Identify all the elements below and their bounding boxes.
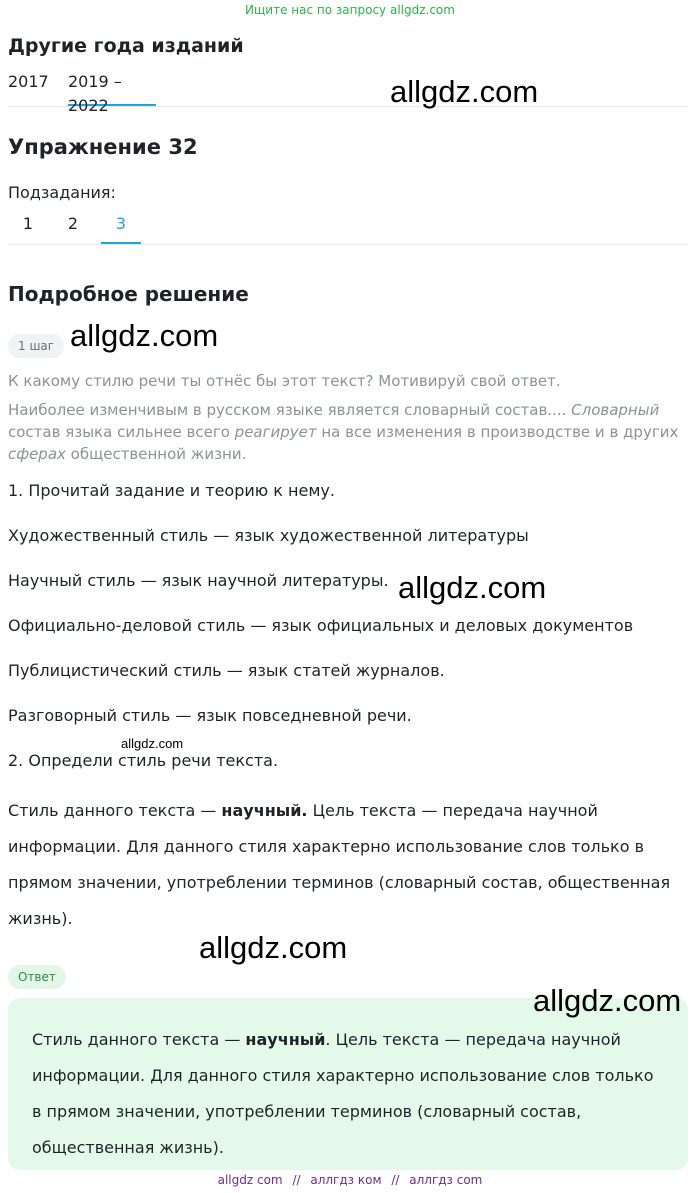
footer-separator: // bbox=[292, 1173, 301, 1187]
exercise-title: Упражнение 32 bbox=[8, 135, 198, 159]
style-journalistic: Публицистический стиль — язык статей журналов. bbox=[8, 661, 445, 680]
edition-tab-2017[interactable]: 2017 bbox=[8, 72, 49, 91]
watermark: allgdz.com bbox=[533, 983, 682, 1018]
solution-title: Подробное решение bbox=[8, 282, 249, 306]
footer-link[interactable]: allgdz com bbox=[217, 1173, 283, 1187]
editions-title: Другие года изданий bbox=[8, 35, 244, 57]
answer-text: Стиль данного текста — научный. Цель текста — передача научной информации. Для данного стиля характерно использование слов только в прямом значении, употреблении терминов (словарный состав, общественная жизнь). bbox=[32, 1030, 654, 1157]
style-colloquial: Разговорный стиль — язык повседневной речи. bbox=[8, 706, 412, 725]
watermark: allgdz.com bbox=[390, 74, 539, 109]
style-scientific: Научный стиль — язык научной литературы. bbox=[8, 571, 389, 590]
footer-links bbox=[0, 1173, 700, 1187]
style-artistic: Художественный стиль — язык художественной литературы bbox=[8, 526, 529, 545]
subtask-tab-3[interactable]: 3 bbox=[101, 211, 141, 244]
answer-badge: Ответ bbox=[8, 965, 66, 989]
watermark: allgdz.com bbox=[199, 930, 348, 965]
subtask-tab-2[interactable]: 2 bbox=[67, 214, 79, 233]
step-badge: 1 шаг bbox=[8, 334, 64, 358]
watermark: allgdz.com bbox=[121, 736, 184, 751]
solution-step-1: 1. Прочитай задание и теорию к нему. bbox=[8, 481, 335, 500]
footer-link[interactable]: аллгдз com bbox=[409, 1173, 483, 1187]
subtasks-label: Подзадания: bbox=[8, 183, 116, 202]
task-question: К какому стилю речи ты отнёс бы этот текст? Мотивируй свой ответ. bbox=[8, 372, 561, 390]
solution-step-2: 2. Определи стиль речи текста. bbox=[8, 751, 279, 770]
subtasks-tabs bbox=[8, 211, 688, 245]
editions-tabs bbox=[8, 70, 688, 115]
solution-conclusion: Стиль данного текста — научный. Цель текста — передача научной информации. Для данного стиля характерно использование слов только в прямом значении, употреблении терминов (словарный состав, общественная жизнь). bbox=[8, 801, 671, 928]
footer-separator: // bbox=[391, 1173, 400, 1187]
task-text: Наиболее изменчивым в русском языке является словарный состав.... Словарный состав языка сильнее всего реагирует на все изменения в производстве и в других сферах общественной жизни. bbox=[8, 401, 679, 463]
style-official: Официально-деловой стиль — язык официальных и деловых документов bbox=[8, 616, 634, 635]
answer-box bbox=[8, 998, 688, 1170]
watermark: allgdz.com bbox=[70, 318, 219, 353]
watermark: allgdz.com bbox=[398, 570, 547, 605]
footer-link[interactable]: аллгдз ком bbox=[310, 1173, 382, 1187]
subtask-tab-1[interactable]: 1 bbox=[22, 214, 34, 233]
search-hint-banner: Ищите нас по запросу allgdz.com bbox=[245, 3, 455, 17]
edition-tab-2019-2022[interactable]: 2019 – 2022 bbox=[68, 70, 156, 106]
